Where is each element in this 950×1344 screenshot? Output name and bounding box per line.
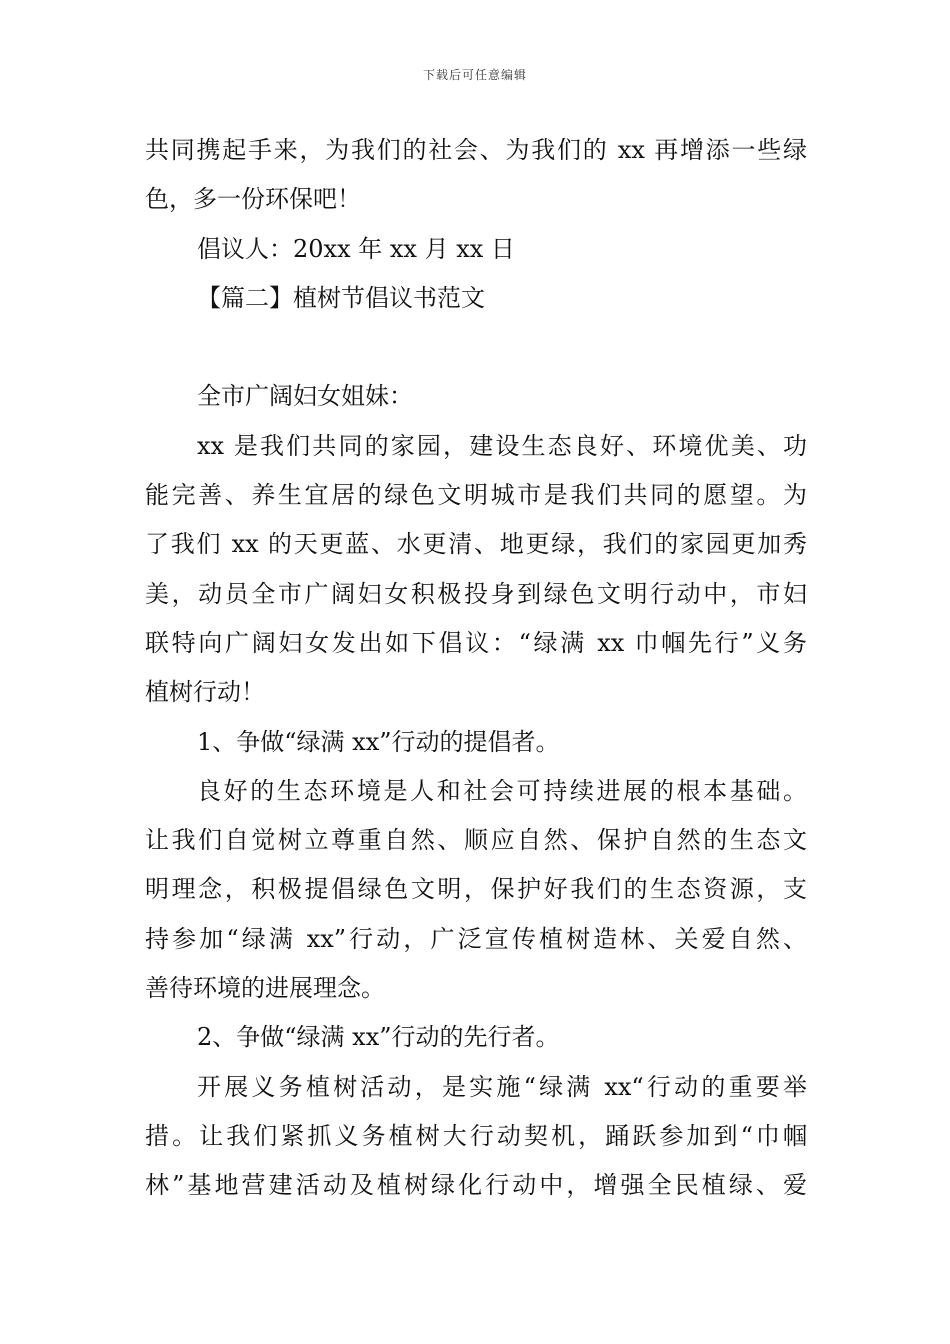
- paragraph-line: 开展义务植树活动，是实施“绿满 xx“行动的重要举: [197, 1072, 807, 1101]
- paragraph-line: 美，动员全市广阔妇女积极投身到绿色文明行动中，市妇: [145, 579, 807, 608]
- paragraph-line: xx 是我们共同的家园，建设生态良好、环境优美、功: [197, 431, 807, 460]
- paragraph-line: 林”基地营建活动及植树绿化行动中，增强全民植绿、爱: [145, 1171, 807, 1200]
- paragraph-line: 联特向广阔妇女发出如下倡议：“绿满 xx 巾帼先行”义务: [145, 628, 807, 657]
- section-heading: 【篇二】植树节倡议书范文: [197, 283, 485, 312]
- document-body: [145, 126, 807, 1211]
- paragraph-line: 色，多一份环保吧！: [145, 185, 361, 214]
- paragraph-line: 明理念，积极提倡绿色文明，保护好我们的生态资源，支: [145, 875, 807, 904]
- blank-line: [145, 323, 807, 372]
- signature-line: 倡议人：20xx 年 xx 月 xx 日: [197, 234, 515, 263]
- paragraph-line: 善待环境的进展理念。: [145, 974, 385, 1003]
- point-heading: 2、争做“绿满 xx”行动的先行者。: [197, 1023, 560, 1052]
- point-heading: 1、争做“绿满 xx”行动的提倡者。: [197, 727, 560, 756]
- paragraph-line: 植树行动！: [145, 678, 265, 707]
- paragraph-line: 措。让我们紧抓义务植树大行动契机，踊跃参加到“巾帼: [145, 1121, 807, 1150]
- paragraph-line: 能完善、养生宜居的绿色文明城市是我们共同的愿望。为: [145, 481, 807, 510]
- paragraph-line: 共同携起手来，为我们的社会、为我们的 xx 再增添一些绿: [145, 136, 807, 164]
- paragraph-line: 让我们自觉树立尊重自然、顺应自然、保护自然的生态文: [145, 826, 807, 855]
- page-header: 下载后可任意编辑: [422, 68, 527, 82]
- paragraph-line: 持参加“绿满 xx”行动，广泛宣传植树造林、关爱自然、: [145, 924, 807, 953]
- salutation: 全市广阔妇女姐妹：: [197, 382, 413, 411]
- paragraph-line: 了我们 xx 的天更蓝、水更清、地更绿，我们的家园更加秀: [145, 530, 807, 559]
- paragraph-line: 良好的生态环境是人和社会可持续进展的根本基础。: [197, 776, 807, 805]
